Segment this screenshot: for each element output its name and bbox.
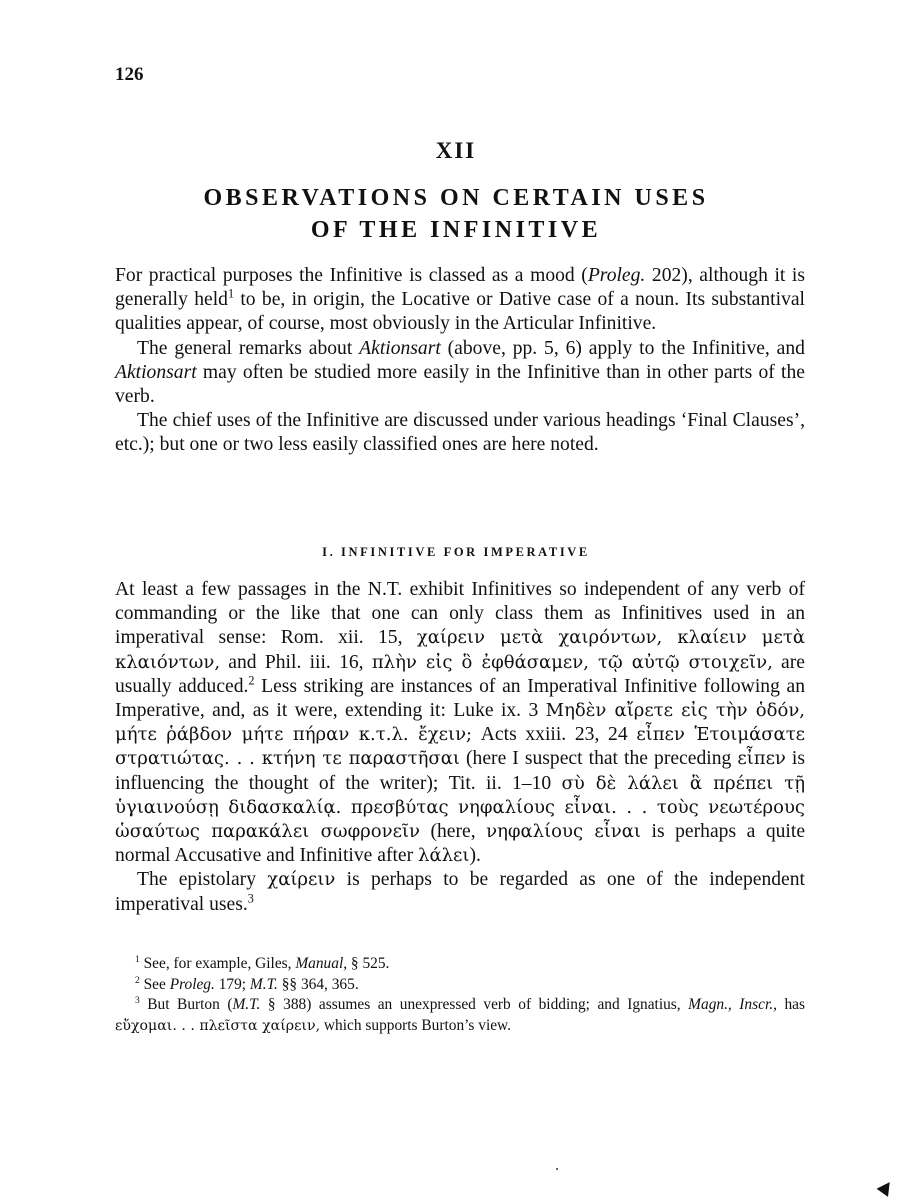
chapter-title-line-2: OF THE INFINITIVE: [310, 217, 602, 243]
text-run: is influencing the thought of the writer); Tit. ii. 1–10: [115, 748, 805, 794]
text-run: 179;: [214, 975, 250, 993]
greek-quotation: πλὴν εἰς ὃ ἐφθάσαμεν, τῷ αὐτῷ στοιχεῖν,: [371, 651, 773, 673]
intro-paragraph-2: [115, 337, 805, 410]
footnote-marker: 2: [135, 974, 140, 986]
greek-quotation: εἶπεν Ἑτοιμάσατε στρατιώτας. . . κτήνη τε παραστῆσαι: [115, 724, 806, 770]
italic-term: Aktionsart: [115, 361, 197, 383]
greek-quotation: νηφαλίους εἶναι: [486, 821, 641, 843]
scan-speck: [556, 1168, 558, 1170]
chapter-title: [0, 182, 912, 246]
italic-reference: Proleg.: [587, 265, 646, 286]
text-run: has: [776, 996, 805, 1013]
text-run: which supports Burton’s view.: [320, 1016, 512, 1034]
greek-quotation: σὺ δὲ λάλει ἃ πρέπει τῇ ὑγιαινούσῃ διδασκαλίᾳ. πρεσβύτας νηφαλίους εἶναι. . . τοὺς νεωτέρους ὡσαύτως παρακάλει σωφρονεῖν: [115, 772, 805, 843]
text-run: § 388) assumes an unexpressed verb of bidding; and Ignatius,: [260, 996, 689, 1013]
text-run: is perhaps a quite normal Accusative and Infinitive after: [115, 821, 806, 867]
text-run: 202), although it is generally held: [115, 265, 805, 311]
greek-quotation: χαίρειν: [267, 869, 336, 891]
text-run: Less striking are instances of an Imperatival Infinitive following an Imperative, and, as it were, extending it: Luke ix. 3: [115, 675, 805, 722]
text-run: See: [139, 975, 170, 993]
italic-reference: Proleg.: [169, 975, 215, 993]
greek-quotation: εὔχομαι. . . πλεῖστα χαίρειν,: [115, 1017, 321, 1034]
section-heading: I. INFINITIVE FOR IMPERATIVE: [322, 545, 590, 559]
page-corner-mark: [877, 1178, 896, 1197]
italic-term: Aktionsart: [359, 337, 441, 359]
footnote-1: [115, 954, 805, 975]
text-run: The epistolary: [137, 869, 268, 891]
italic-reference: M.T.: [249, 975, 278, 993]
footnote-2: [115, 975, 805, 996]
text-run: But Burton (: [139, 996, 233, 1013]
intro-paragraph-3: The chief uses of the Infinitive are discussed under various headings ‘Final Clauses’, etc.); but one or two less easily classified ones are here noted.: [115, 410, 805, 456]
chapter-number: XII: [435, 138, 477, 163]
text-run: The general remarks about: [137, 337, 360, 359]
intro-paragraph-1: [115, 264, 805, 337]
text-run: to be, in origin, the Locative or Dative case of a noun. Its substantival qualities appear, of course, most obviously in the Articular Infinitive.: [115, 289, 806, 335]
italic-reference: Magn., Inscr.,: [688, 996, 777, 1013]
text-run: may often be studied more easily in the Infinitive than in other parts of the verb.: [115, 361, 805, 408]
page-number: 126: [115, 64, 144, 85]
footnote-marker: 2: [248, 673, 255, 688]
greek-quotation: χαίρειν μετὰ χαιρόντων, κλαίειν μετὰ κλαιόντων,: [115, 627, 805, 673]
footnotes: [115, 954, 805, 1036]
greek-quotation: Μηδὲν αἴρετε εἰς τὴν ὁδόν, μήτε ῥάβδον μήτε πήραν κ.τ.λ. ἔχειν;: [115, 700, 805, 746]
italic-reference: M.T.: [232, 996, 261, 1013]
section-paragraph-2: [115, 868, 805, 916]
text-run: At least a few passages in the N.T. exhibit Infinitives so independent of any verb of commanding or the like that one can only class them as Infinitives used in an imperatival sense: Rom. xii. 15,: [115, 579, 805, 649]
footnote-marker: 1: [227, 286, 235, 301]
section-text: [115, 578, 805, 917]
chapter-title-line-1: OBSERVATIONS ON CERTAIN USES: [203, 185, 709, 211]
greek-quotation: λάλει: [418, 845, 470, 867]
text-run: Acts xxiii. 23, 24: [472, 724, 637, 746]
text-run: are usually adduced.: [115, 651, 805, 697]
text-run: is perhaps to be regarded as one of the independent imperatival uses.: [115, 869, 805, 915]
text-run: For practical purposes the Infinitive is classed as a mood (: [115, 265, 588, 286]
text-run: (here,: [419, 821, 487, 843]
text-run: §§ 364, 365.: [277, 975, 359, 993]
section-paragraph-1: [115, 578, 805, 868]
footnote-marker: 1: [135, 953, 140, 965]
greek-quotation: εἶπεν: [737, 748, 786, 770]
text-run: ).: [469, 845, 481, 867]
text-run: (here I suspect that the preceding: [459, 748, 738, 770]
intro-text: [115, 264, 805, 458]
text-run: § 525.: [347, 955, 390, 972]
footnote-marker: 3: [135, 994, 140, 1006]
text-run: and Phil. iii. 16,: [220, 651, 372, 673]
text-run: (above, pp. 5, 6) apply to the Infinitive, and: [440, 337, 805, 359]
italic-reference: Manual,: [295, 955, 348, 972]
text-run: See, for example, Giles,: [139, 955, 296, 972]
footnote-marker: 3: [247, 891, 254, 906]
footnote-3: [115, 995, 805, 1036]
